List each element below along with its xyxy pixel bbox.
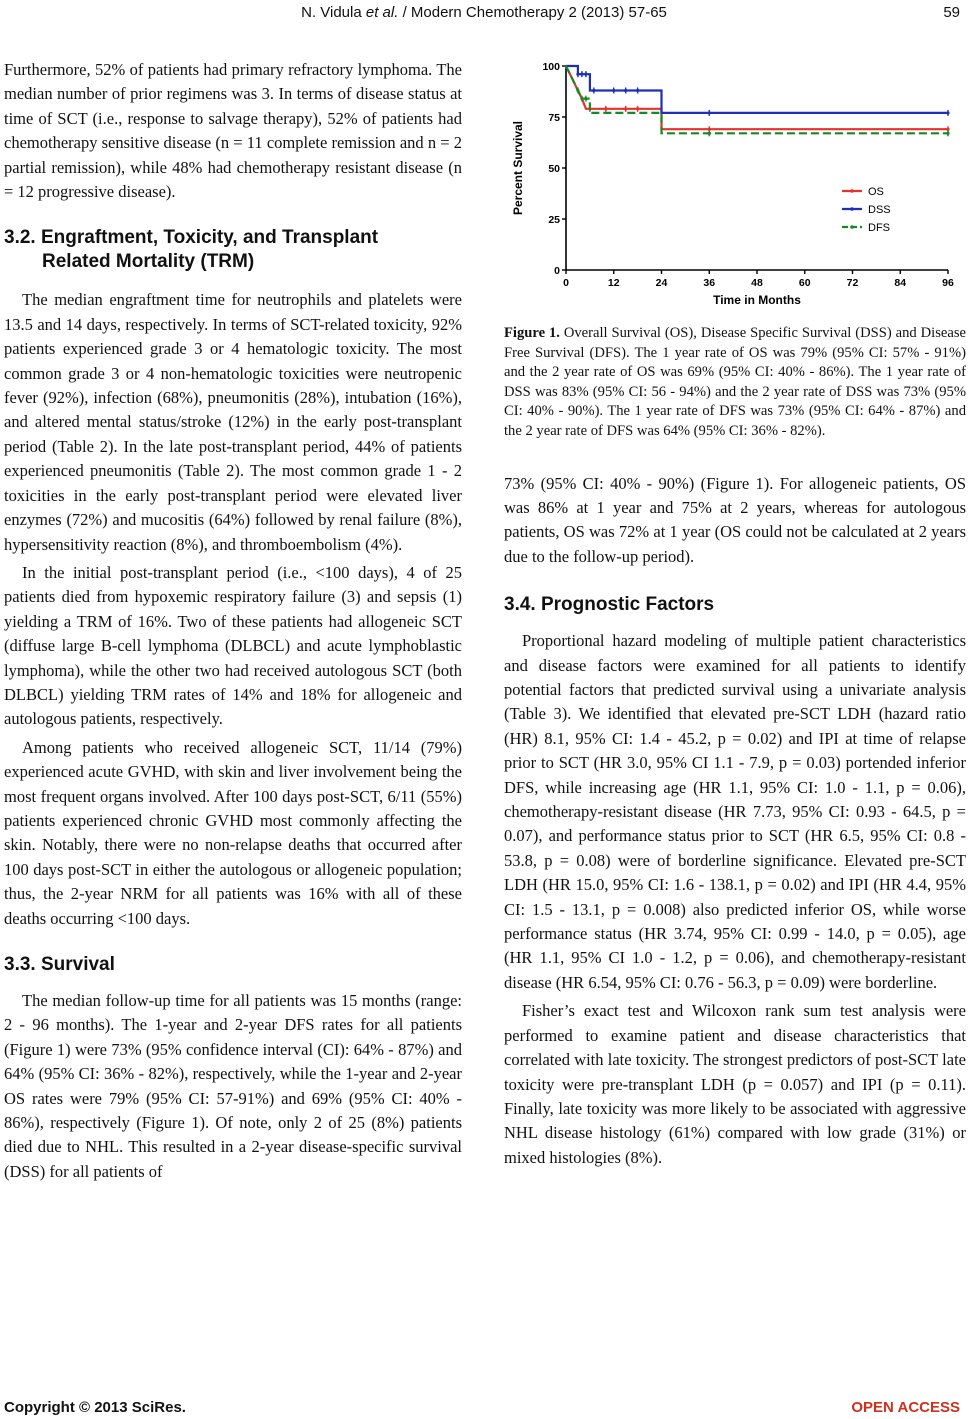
section-heading-3-2 [4, 226, 462, 274]
x-tick-label: 12 [607, 277, 620, 289]
x-tick-label: 0 [563, 277, 569, 289]
page-header [0, 4, 968, 28]
paragraph: The median engraftment time for neutrophils and platelets were 13.5 and 14 days, respectively. In terms of SCT-related toxicity, 92% patients experienced grade 3 or 4 hematologic toxicity. The most common grade 3 or 4 non-hematologic toxicities were neutropenic fever (92%), infection (68%), pneumonitis (28%), intubation (16%), and altered mental status/stroke (12%) in the early post-transplant period (Table 2). In the late post-transplant period, 44% of patients experienced pneumonitis (Table 2). The most common grade 1 - 2 toxicities in the early post-transplant period were elevated liver enzymes (72%) and mucositis (64%) followed by renal failure (8%), hypersensitivity reaction (8%), and thromboembolism (4%). [4, 290, 462, 554]
series-dss-censor-dot [592, 89, 595, 92]
series-dss-censor-dot [708, 111, 711, 114]
x-tick-label: 60 [798, 277, 811, 289]
series-os-censor-dot [636, 107, 639, 110]
x-tick-label: 72 [846, 277, 859, 289]
series-dss-censor-dot [624, 89, 627, 92]
x-tick-label: 96 [942, 277, 954, 289]
paragraph: Fisher’s exact test and Wilcoxon rank sum test analysis were performed to examine patient and disease characteristics that correlated with late toxicity. The strongest predictors of post-SCT late toxicity were pre-transplant LDH (p = 0.057) and IPI (p = 0.11). Finally, late toxicity was more likely to be associated with aggressive NHL disease histology (61%) compared with low grade (31%) or mixed histologies (8%). [504, 1001, 966, 1167]
series-dss-censor-dot [584, 73, 587, 76]
series-dfs-censor-dot [580, 97, 583, 100]
running-title [0, 4, 968, 21]
series-dfs-censor-dot [946, 132, 949, 135]
series-dfs-censor-dot [584, 97, 587, 100]
series-dss-line [566, 66, 948, 113]
copyright: Copyright © 2013 SciRes. [4, 1399, 186, 1416]
series-dss-censor-dot [576, 73, 579, 76]
y-tick-label: 50 [548, 163, 560, 175]
y-tick-label: 0 [554, 265, 560, 277]
running-et-al: et al. [365, 4, 399, 21]
series-os-line [566, 66, 948, 129]
paragraph: Furthermore, 52% of patients had primary refractory lymphoma. The median number of prior regimens was 3. In terms of disease status at time of SCT (i.e., response to salvage therapy), 52% of patients had chemotherapy sensitive disease (n = 11 complete remission and n = 2 partial remission), while 48% had chemotherapy resistant disease (n = 12 progressive disease). [4, 60, 462, 202]
y-tick-label: 25 [548, 214, 560, 226]
y-axis-label: Percent Survival [511, 120, 525, 216]
y-tick-label: 100 [542, 61, 560, 73]
heading-line-2: Related Mortality (TRM) [42, 251, 255, 273]
legend-marker-dss [850, 207, 854, 211]
series-os-censor-dot [604, 107, 607, 110]
heading-line-1: 3.2. Engraftment, Toxicity, and Transplant [4, 227, 379, 249]
legend-label-os: OS [868, 186, 884, 198]
legend-label-dss: DSS [868, 204, 891, 216]
caption-text: Overall Survival (OS), Disease Specific Survival (DSS) and Disease Free Survival (DFS). The 1 year rate of OS was 79% (95% CI: 57% - 91%) and the 2 year rate of OS was 69% (95% CI: 40% - 86%). The 1 year rate of DSS was 83% (95% CI: 56 - 94%) and the 2 year rate of DSS was 73% (95% CI: 40% - 90%). The 1 year rate of DFS was 73% (95% CI: 64% - 87%) and the 2 year rate of DFS was 64% (95% CI: 36% - 82%). [504, 325, 966, 439]
section-heading-3-3: 3.3. Survival [4, 954, 115, 975]
x-tick-label: 84 [894, 277, 907, 289]
series-dss-censor-dot [636, 89, 639, 92]
legend-label-dfs: DFS [868, 222, 890, 234]
figure-caption [504, 324, 966, 442]
open-access-label: OPEN ACCESS [851, 1399, 960, 1416]
series-dss-censor-dot [580, 73, 583, 76]
series-dss-censor-dot [946, 111, 949, 114]
legend-marker-dfs [850, 225, 854, 229]
page-number: 59 [943, 4, 960, 21]
paragraph: The median follow-up time for all patients was 15 months (range: 2 - 96 months). The 1-year and 2-year DFS rates for all patients (Figure 1) were 73% (95% confidence interval (CI): 64% - 87%) and 64% (95% CI: 36% - 82%), respectively, while the 1-year and 2-year OS rates were 79% (95% CI: 57-91%) and 69% (95% CI: 40% - 86%), respectively (Figure 1). Of note, only 2 of 25 (8%) patients died due to NHL. This resulted in a 2-year disease-specific survival (DSS) for all patients of [4, 991, 462, 1181]
paragraph: Among patients who received allogeneic SCT, 11/14 (79%) experienced acute GVHD, with skin and liver involvement being the most frequent organs involved. After 100 days post-SCT, 6/11 (55%) patients experienced chronic GVHD most commonly affecting the skin. Notably, there were no non-relapse deaths that occurred after 100 days post-SCT in either the autologous or allogeneic population; thus, the 2-year NRM for all patients was 16% with all of these deaths occurring <100 days. [4, 737, 462, 928]
y-tick-label: 75 [548, 112, 560, 124]
page-footer [0, 1399, 968, 1419]
series-os-censor-dot [624, 107, 627, 110]
survival-chart [504, 58, 966, 308]
series-dss-censor-dot [612, 89, 615, 92]
running-authors: N. Vidula [301, 4, 366, 21]
caption-label: Figure 1. [504, 325, 560, 341]
series-dfs-censor-dot [576, 89, 579, 92]
section-heading-3-4: 3.4. Prognostic Factors [504, 594, 715, 616]
x-axis-label: Time in Months [713, 293, 801, 307]
right-column [504, 58, 966, 1170]
left-column [4, 58, 462, 1184]
series-dfs-censor-dot [708, 132, 711, 135]
paragraph: In the initial post-transplant period (i.e., <100 days), 4 of 25 patients died from hypoxemic respiratory failure (3) and sepsis (1) yielding a TRM of 16%. Two of these patients had allogeneic SCT (diffuse large B-cell lymphoma (DLBCL) and acute lymphoblastic lymphoma), while the other two had received autologous SCT (both DLBCL) yielding TRM rates of 14% and 18% for allogeneic and autologous patients, respectively. [4, 562, 462, 729]
x-tick-label: 48 [751, 277, 763, 289]
paragraph: 73% (95% CI: 40% - 90%) (Figure 1). For allogeneic patients, OS was 86% at 1 year and 75% at 2 years, whereas for autologous patients, OS was 72% at 1 year (OS could not be calculated at 2 years due to the follow-up period). [504, 473, 966, 566]
figure-1 [504, 58, 966, 308]
x-tick-label: 36 [703, 277, 716, 289]
paragraph: Proportional hazard modeling of multiple patient characteristics and disease factors were examined for all patients to identify potential factors that predicted survival using a univariate analysis (Table 3). We identified that elevated pre-SCT LDH (hazard ratio (HR) 8.1, 95% CI: 1.4 - 45.2, p = 0.02) and IPI at time of relapse prior to SCT (HR 3.0, 95% CI 1.1 - 7.9, p = 0.03) portended inferior DFS, while increasing age (HR 1.1, 95% CI: 1.0 - 1.1, p = 0.06), chemotherapy-resistant disease (HR 7.73, 95% CI: 0.93 - 64.5, p = 0.07), and performance status prior to SCT (HR 6.5, 95% CI: 0.8 - 53.8, p = 0.08) were of borderline significance. Elevated pre-SCT LDH (HR 15.0, 95% CI: 1.6 - 138.1, p = 0.02) and IPI (HR 4.4, 95% CI: 1.5 - 13.1, p = 0.008) also predicted inferior OS, while worse performance status (HR 3.74, 95% CI: 0.99 - 14.0, p = 0.05), age (HR 1.1, 95% CI 1.0 - 1.2, p = 0.06), and chemotherapy-resistant disease (HR 6.54, 95% CI: 0.76 - 56.3, p = 0.09) were borderline. [504, 631, 966, 992]
running-journal: / Modern Chemotherapy 2 (2013) 57-65 [398, 4, 667, 21]
legend-marker-os [850, 189, 854, 193]
x-tick-label: 24 [655, 277, 668, 289]
series-dfs-line [566, 66, 948, 133]
